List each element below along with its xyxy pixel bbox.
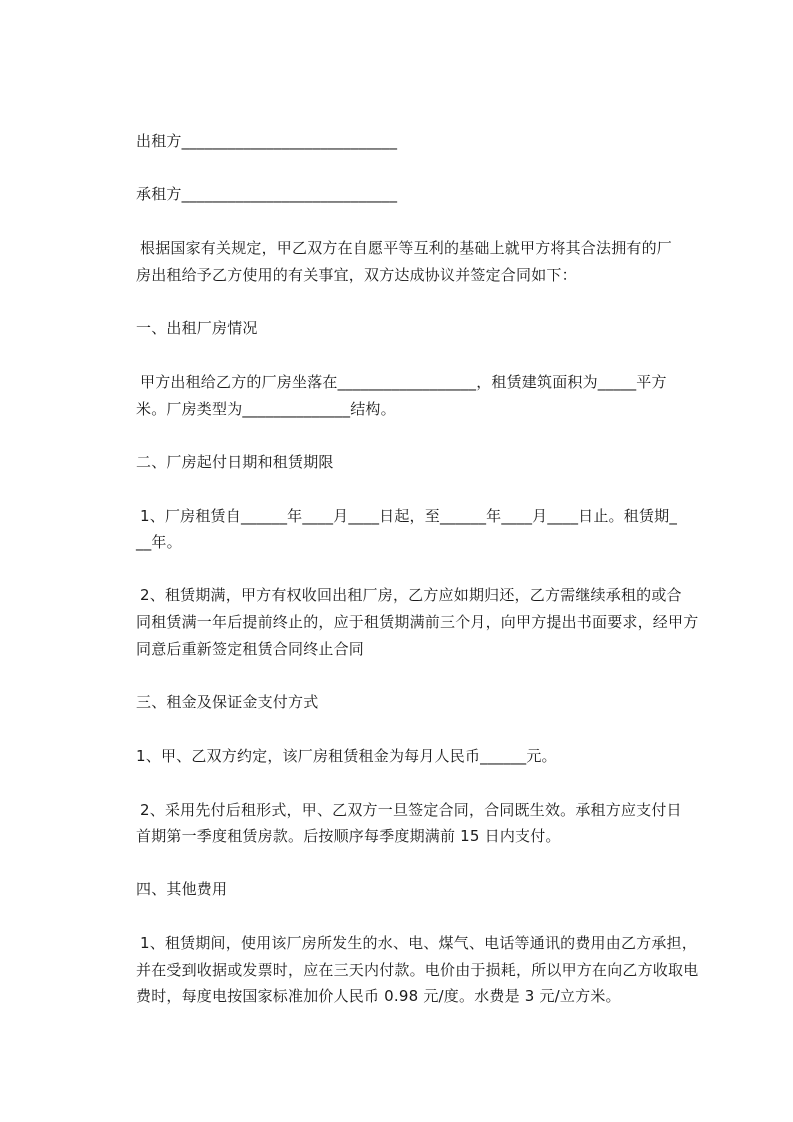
- section-2-item-2-line-2: 同租赁满一年后提前终止的，应于租赁期满前三个月，向甲方提出书面要求，经甲方: [136, 613, 699, 631]
- section-2-heading: 二、厂房起付日期和租赁期限: [136, 453, 334, 471]
- section-3-heading: 三、租金及保证金支付方式: [136, 693, 319, 711]
- section-2-item-2-line-1: 2、租赁期满，甲方有权收回出租厂房，乙方应如期归还，乙方需继续承租的或合: [140, 586, 682, 604]
- section-2-item-1-line-1: 1、厂房租赁自______年____月____日起，至______年____月____日止。租赁期_: [140, 507, 678, 525]
- section-4-item-1-line-2: 并在受到收据或发票时，应在三天内付款。电价由于损耗，所以甲方在向乙方收取电: [136, 961, 699, 979]
- intro-line-1: 根据国家有关规定，甲乙双方在自愿平等互利的基础上就甲方将其合法拥有的厂: [140, 239, 673, 257]
- lessor-line: 出租方____________________________: [136, 132, 398, 150]
- section-2-item-1-line-2: __年。: [136, 533, 182, 551]
- section-4-item-1-line-3: 费时，每度电按国家标准加价人民币 0.98 元/度。水费是 3 元/立方米。: [136, 987, 621, 1005]
- section-2-item-2-line-3: 同意后重新签定租赁合同终止合同: [136, 640, 365, 658]
- section-3-item-2-line-2: 首期第一季度租赁房款。后按顺序每季度期满前 15 日内支付。: [136, 827, 561, 845]
- lessee-line: 承租方____________________________: [136, 185, 398, 203]
- section-1-line-2: 米。厂房类型为______________结构。: [136, 400, 396, 418]
- section-1-heading: 一、出租厂房情况: [136, 319, 258, 337]
- section-4-item-1-line-1: 1、租赁期间，使用该厂房所发生的水、电、煤气、电话等通讯的费用由乙方承担，: [140, 934, 697, 952]
- section-3-item-2-line-1: 2、采用先付后租形式，甲、乙双方一旦签定合同，合同既生效。承租方应支付日: [140, 801, 682, 819]
- section-4-heading: 四、其他费用: [136, 880, 228, 898]
- section-3-item-1-line-1: 1、甲、乙双方约定，该厂房租赁租金为每月人民币______元。: [136, 747, 557, 765]
- intro-line-2: 房出租给予乙方使用的有关事宜，双方达成协议并签定合同如下：: [136, 266, 577, 284]
- section-1-line-1: 甲方出租给乙方的厂房坐落在__________________，租赁建筑面积为_____平方: [140, 373, 667, 391]
